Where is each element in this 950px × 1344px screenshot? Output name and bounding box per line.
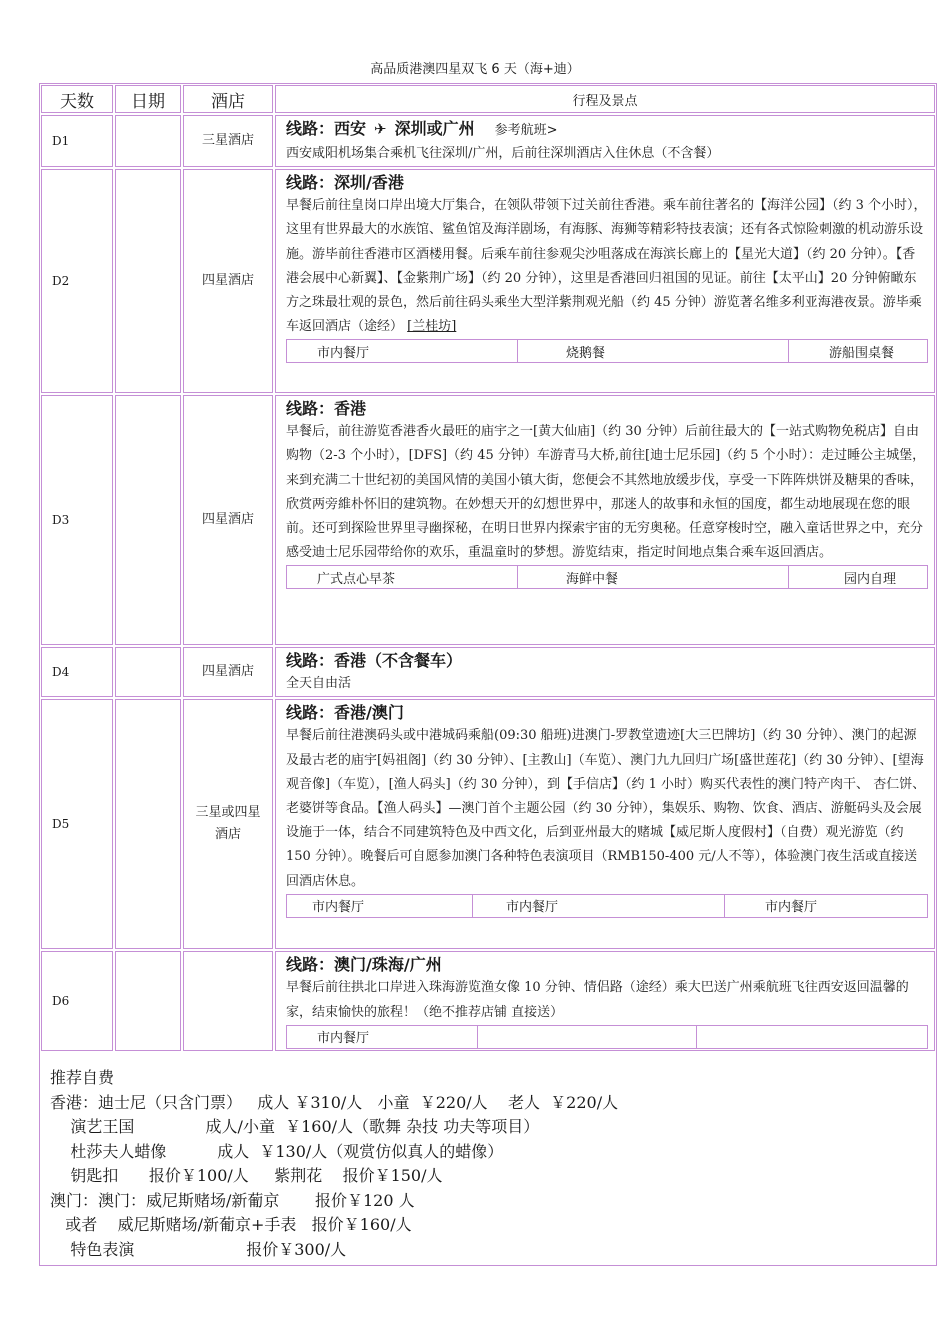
- day-label: D1: [41, 115, 113, 167]
- day-itinerary: [275, 647, 935, 697]
- extras-line: 或者 威尼斯赌场/新葡京+手表 报价￥160/人: [50, 1215, 412, 1234]
- meals-row: [286, 565, 928, 589]
- header-date: 日期: [115, 85, 181, 113]
- route-description: 早餐后前往皇岗口岸出境大厅集合，在领队带领下过关前往香港。乘车前往著名的【海洋公园】（约 3 个小时），这里有世界最大的水族馆、鲨鱼馆及海洋剧场，有海豚、海狮等精彩特技表演；还有各式惊险刺激的机动游乐设施。游毕前往香港市区酒楼用餐。后乘车前往参观尖沙咀落成在海滨长廊上的【星光大道】（约 20 分钟）。【香港会展中心新翼】、【金紫荆广场】（约 20 分钟），这里是香港回归祖国的见证。前往【太平山】20 分钟俯瞰东方之珠最壮观的景色，然后前往码头乘坐大型洋紫荆观光船（约 45 分钟）游览著名维多利亚海港夜景。游毕乘车返回酒店（途经） [兰桂坊]: [286, 198, 927, 335]
- header-hotel: 酒店: [183, 85, 273, 113]
- extras-line: 钥匙扣 报价￥100/人 紫荆花 报价￥150/人: [50, 1166, 443, 1185]
- day-date: [115, 647, 181, 697]
- meal-3: 园内自理: [789, 566, 928, 589]
- meal-2: [478, 1025, 697, 1048]
- airplane-icon: ✈: [374, 120, 387, 138]
- route-description: 早餐后前往拱北口岸进入珠海游览渔女像 10 分钟、情侣路（途经）乘大巴送广州乘航班飞往西安返回温馨的家，结束愉快的旅程！（绝不推荐店铺 直接送）: [286, 980, 909, 1020]
- route-title: 线路：深圳/香港: [286, 173, 404, 193]
- day-row-d1: [41, 115, 935, 167]
- day-date: [115, 115, 181, 167]
- day-date: [115, 169, 181, 393]
- day-hotel: 四星酒店: [183, 169, 273, 393]
- lankwaifong-link: [兰桂坊]: [407, 319, 457, 335]
- day-row-d3: [41, 395, 935, 645]
- day-row-d6: [41, 951, 935, 1051]
- route-title: 线路：香港/澳门: [286, 703, 404, 723]
- day-hotel: 三星酒店: [183, 115, 273, 167]
- day-label: D5: [41, 699, 113, 949]
- meals-row: [286, 1025, 928, 1049]
- meal-1: 市内餐厅: [287, 894, 473, 917]
- extras-line: 香港：迪士尼（只含门票） 成人 ￥310/人 小童 ￥220/人 老人 ￥220/人: [50, 1092, 619, 1112]
- flight-reference: 参考航班>: [494, 123, 558, 138]
- day-row-d4: [41, 647, 935, 697]
- day-date: [115, 699, 181, 949]
- header-day: 天数: [41, 85, 113, 113]
- day-hotel: 四星酒店: [183, 647, 273, 697]
- day-label: D2: [41, 169, 113, 393]
- extras-line: 澳门：澳门：威尼斯赌场/新葡京 报价￥120 人: [50, 1190, 415, 1210]
- meal-3: 市内餐厅: [725, 894, 928, 917]
- table-header-row: [41, 85, 935, 113]
- route-title: 线路：香港: [286, 399, 367, 419]
- extras-heading: 推荐自费: [50, 1068, 115, 1087]
- day-hotel: [183, 951, 273, 1051]
- day-date: [115, 951, 181, 1051]
- meal-2: 市内餐厅: [473, 894, 725, 917]
- document-title: 高品质港澳四星双飞 6 天（海+迪）: [370, 62, 580, 77]
- meal-3: [697, 1025, 928, 1048]
- day-itinerary: [275, 395, 935, 645]
- route-description: 早餐后前往港澳码头或中港城码乘船(09:30 船班)进澳门-罗教堂遗迹[大三巴牌坊]（约 30 分钟）、澳门的起源及最古老的庙宇[妈祖阁]（约 30 分钟）、[主教山]（车览）、澳门九九回归广场[盛世莲花]（约 30 分钟）、[望海观音像]（车览），[渔人码头]（约 30 分钟），到【手信店】（约 1 小时）购买代表性的澳门特产肉干、 杏仁饼、老婆饼等食品。【渔人码头】—澳门首个主题公园（约 30 分钟），集娱乐、购物、饮食、酒店、游艇码头及会展设施于一体，结合不同建筑特色及中西文化，后到亚州最大的赌城【威尼斯人度假村】（自费）观光游览（约 150 分钟）。晚餐后可自愿参加澳门各种特色表演项目（RMB150-400 元/人不等），体验澳门夜生活或直接送回酒店休息。: [286, 728, 926, 889]
- extras-line: 特色表演 报价￥300/人: [50, 1239, 347, 1259]
- itinerary-table: [39, 83, 937, 1053]
- meal-1: 广式点心早茶: [287, 566, 518, 589]
- day-itinerary: [275, 115, 935, 167]
- day-itinerary: [275, 699, 935, 949]
- meal-2: 海鲜中餐: [518, 566, 789, 589]
- day-label: D4: [41, 647, 113, 697]
- route-title: 线路：澳门/珠海/广州: [286, 955, 442, 975]
- header-itinerary: 行程及景点: [275, 85, 935, 113]
- day-hotel: 四星酒店: [183, 395, 273, 645]
- meal-2: 烧鹅餐: [518, 340, 789, 363]
- route-title: 线路：西安 ✈ 深圳或广州 参考航班>: [286, 119, 558, 138]
- day-hotel: 三星或四星酒店: [183, 699, 273, 949]
- route-description: 全天自由活: [286, 676, 352, 692]
- day-itinerary: [275, 169, 935, 393]
- route-title: 线路：香港（不含餐车）: [286, 651, 463, 671]
- meal-1: 市内餐厅: [287, 340, 518, 363]
- meal-3: 游船围桌餐: [789, 340, 928, 363]
- meals-row: [286, 894, 928, 918]
- extras-line: 杜莎夫人蜡像 成人 ￥130/人（观赏仿似真人的蜡像）: [50, 1141, 504, 1161]
- route-description: 西安咸阳机场集合乘机飞往深圳/广州，后前往深圳酒店入住休息（不含餐）: [286, 146, 720, 161]
- day-row-d2: [41, 169, 935, 393]
- day-row-d5: [41, 699, 935, 949]
- day-itinerary: [275, 951, 935, 1051]
- day-label: D3: [41, 395, 113, 645]
- optional-extras: [50, 1066, 930, 1262]
- day-label: D6: [41, 951, 113, 1051]
- route-description: 早餐后，前往游览香港香火最旺的庙宇之一[黄大仙庙]（约 30 分钟）后前往最大的【一站式购物免税店】自由购物（2-3 个小时），[DFS]（约 45 分钟）车游青马大桥,前往[迪士尼乐园]（约 5 个小时）：走过睡公主城堡，来到充满二十世纪初的美国风情的美国小镇大街，您便会不其然地放缓步伐，享受一下阵阵烘饼及糖果的香味，欣赏两旁維朴怀旧的建筑物。在妙想天开的幻想世界中，那迷人的故事和永恒的国度，都生动地展现在您的眼前。还可到探险世界里寻幽探秘，在明日世界内探索宇宙的无穷奥秘。任意穿梭时空，融入童话世界之中，充分感受迪士尼乐园带给你的欢乐，重温童时的梦想。游览结束，指定时间地点集合乘车返回酒店。: [286, 424, 926, 561]
- meal-1: 市内餐厅: [287, 1025, 478, 1048]
- day-date: [115, 395, 181, 645]
- meals-row: [286, 339, 928, 363]
- extras-line: 演艺王国 成人/小童 ￥160/人（歌舞 杂技 功夫等项目）: [50, 1117, 540, 1136]
